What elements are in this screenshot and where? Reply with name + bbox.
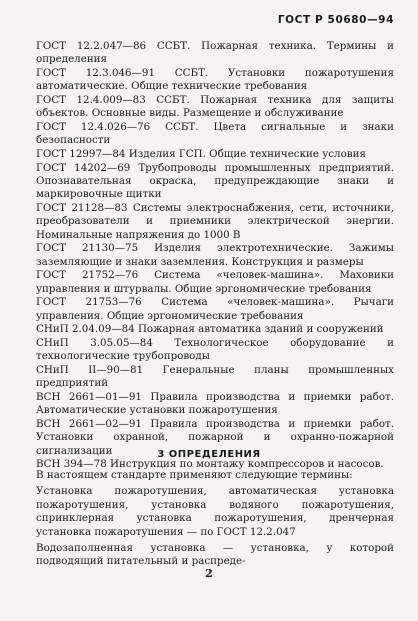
reference-item: ГОСТ 12.3.046—91 ССБТ. Установки пожаротушения автоматические. Общие технические требования [36,67,394,93]
reference-item: ГОСТ 21753—76 Система «человек-машина». Рычаги управления. Общие эргономические требования [36,296,394,322]
reference-item: СНиП II—90—81 Генеральные планы промышленных предприятий [36,364,394,390]
reference-item: СНиП 2.04.09—84 Пожарная автоматика зданий и сооружений [36,323,384,336]
standard-header: ГОСТ Р 50680—94 [277,14,394,26]
paragraph: Установка пожаротушения, автоматическая установка пожаротушения, установка водяного пожаротушения, спринклерная установка пожаротушения, дренчерная установка пожаротушения — по ГОСТ 12.2.047 [36,485,394,538]
reference-item: ВСН 394—78 Инструкция по монтажу компрессоров и насосов. [36,458,384,471]
section-title: 3 ОПРЕДЕЛЕНИЯ [157,449,261,460]
reference-item: ГОСТ 12.4.026—76 ССБТ. Цвета сигнальные и знаки безопасности [36,121,394,147]
page-number: 2 [205,567,213,580]
reference-item: ГОСТ 21130—75 Изделия электротехнические. Зажимы заземляющие и знаки заземления. Конструкция и размеры [36,242,394,268]
paragraph: В настоящем стандарте применяют следующие термины: [36,469,353,481]
reference-item: ГОСТ 14202—69 Трубопроводы промышленных предприятий. Опознавательная окраска, предупреждающие знаки и маркировочные щитки [36,161,394,201]
reference-item: ГОСТ 12.2.047—86 ССБТ. Пожарная техника. Термины и определения [36,40,394,66]
normative-references-list [36,40,394,472]
reference-item: ГОСТ 12.4.009—83 ССБТ. Пожарная техника для защиты объектов. Основные виды. Размещение и обслуживание [36,94,394,120]
reference-item: ГОСТ 12997—84 Изделия ГСП. Общие технические условия [36,148,366,160]
paragraph: Водозаполненная установка — установка, у которой подводящий питательный и распреде- [36,542,394,568]
definitions-body [36,469,394,572]
reference-item: ВСН 2661—01—91 Правила производства и приемки работ. Автоматические установки пожаротушения [36,391,394,417]
reference-item: СНиП 3.05.05—84 Технологическое оборудование и технологические трубопроводы [36,337,394,363]
reference-item: ВСН 2661—02—91 Правила производства и приемки работ. Установки охранной, пожарной и охранно-пожарной сигнализации [36,418,394,457]
reference-item: ГОСТ 21128—83 Системы электроснабжения, сети, источники, преобразователи и приемники электрической энергии. Номинальные напряжения до 1000 В [36,202,394,241]
reference-item: ГОСТ 21752—76 Система «человек-машина». Маховики управления и штурвалы. Общие эргономические требования [36,269,394,295]
